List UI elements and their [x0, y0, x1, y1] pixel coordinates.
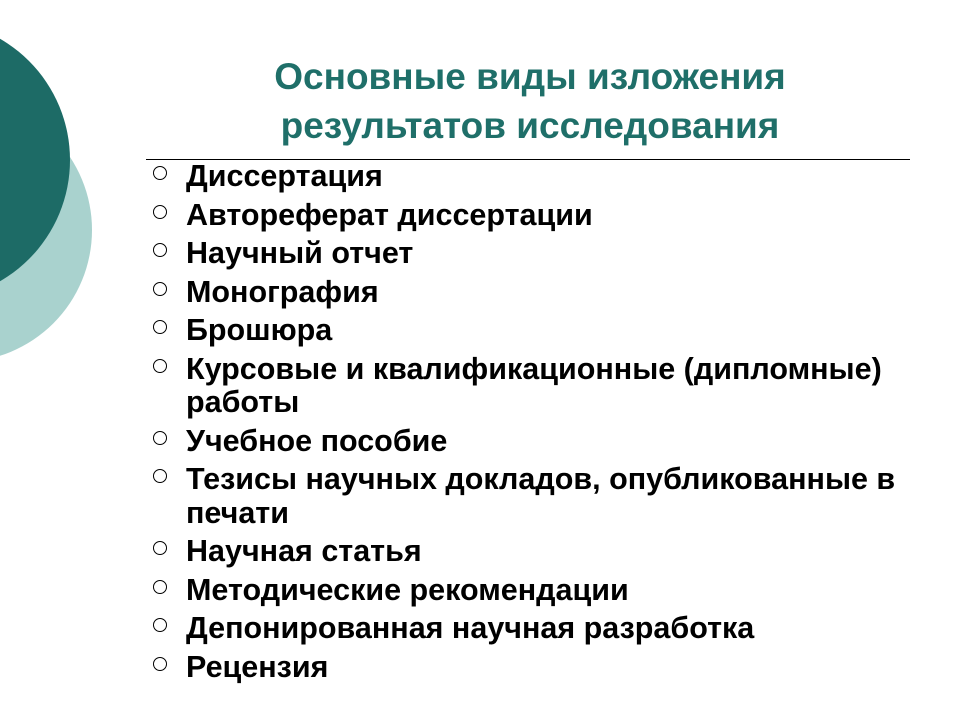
list-item-text: Методические рекомендации [186, 572, 629, 607]
list-item [150, 463, 940, 530]
list-item [150, 314, 940, 348]
hollow-circle-bullet-icon [153, 282, 167, 296]
list-item-text: Автореферат диссертации [186, 197, 593, 232]
list-item-text: Депонированная научная разработка [186, 611, 755, 645]
hollow-circle-bullet-icon [153, 205, 167, 219]
list-item-text: Рецензия [186, 649, 329, 684]
title-line-2: результатов исследования [280, 105, 780, 146]
list-item-text: Курсовые и квалификационные (дипломные) работы [186, 351, 882, 419]
slide-title [150, 52, 910, 150]
list-item-text: Научная статья [186, 534, 422, 568]
list-item-text: Брошюра [186, 313, 333, 347]
list-item [150, 353, 940, 420]
hollow-circle-bullet-icon [153, 243, 167, 257]
hollow-circle-bullet-icon [153, 166, 167, 180]
list-item [150, 160, 940, 194]
list-item [150, 612, 940, 646]
list-item-text: Диссертация [186, 159, 383, 193]
title-line-1: Основные виды изложения [274, 56, 786, 97]
list-item [150, 276, 940, 310]
decorative-circles [0, 0, 120, 400]
list-item-text: Учебное пособие [186, 423, 448, 458]
hollow-circle-bullet-icon [153, 657, 167, 671]
list-item [150, 237, 940, 271]
list-item [150, 425, 940, 459]
hollow-circle-bullet-icon [153, 580, 167, 594]
hollow-circle-bullet-icon [153, 431, 167, 445]
list-item [150, 535, 940, 569]
list-item-text: Тезисы научных докладов, опубликованные в печати [186, 462, 896, 530]
hollow-circle-bullet-icon [153, 359, 167, 373]
list-item-text: Научный отчет [186, 236, 414, 270]
list-item-text: Монография [186, 274, 379, 309]
list-item [150, 574, 940, 608]
hollow-circle-bullet-icon [153, 541, 167, 555]
hollow-circle-bullet-icon [153, 320, 167, 334]
hollow-circle-bullet-icon [153, 618, 167, 632]
result-types-list [150, 160, 940, 684]
list-item [150, 199, 940, 233]
list-item [150, 651, 940, 685]
hollow-circle-bullet-icon [153, 469, 167, 483]
